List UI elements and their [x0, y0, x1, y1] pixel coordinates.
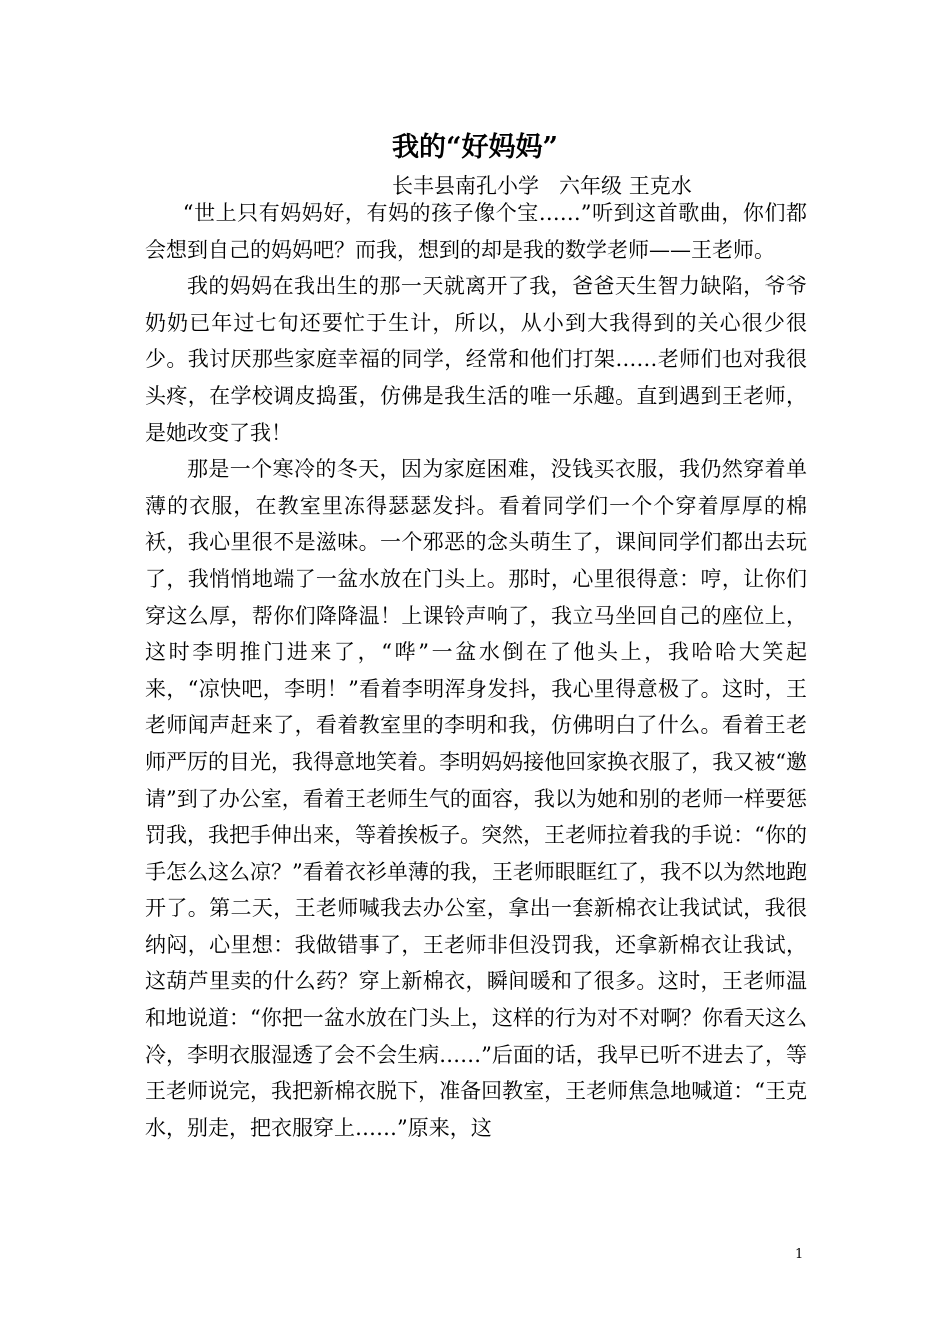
document-title: 我的“好妈妈”: [391, 132, 559, 163]
paragraph-intro: “世上只有妈妈好，有妈的孩子像个宝……”听到这首歌曲，你们都会想到自己的妈妈吧？而我，想到的却是我的数学老师——王老师。: [145, 201, 807, 262]
paragraph-story: 那是一个寒冷的冬天，因为家庭困难，没钱买衣服，我仍然穿着单薄的衣服，在教室里冻得瑟瑟发抖。看着同学们一个个穿着厚厚的棉袄，我心里很不是滋味。一个邪恶的念头萌生了，课间同学们都出去玩了，我悄悄地端了一盆水放在门头上。那时，心里很得意：哼，让你们穿这么厚，帮你们降降温！上课铃声响了，我立马坐回自己的座位上，这时李明推门进来了，“哗”一盆水倒在了他头上，我哈哈大笑起来，“凉快吧，李明！”看着李明浑身发抖，我心里得意极了。这时，王老师闻声赶来了，看着教室里的李明和我，仿佛明白了什么。看着王老师严厉的目光，我得意地笑着。李明妈妈接他回家换衣服了，我又被“邀请”到了办公室，看着王老师生气的面容，我以为她和别的老师一样要惩罚我，我把手伸出来，等着挨板子。突然，王老师拉着我的手说：“你的手怎么这么凉？”看着衣衫单薄的我，王老师眼眶红了，我不以为然地跑开了。第二天，王老师喊我去办公室，拿出一套新棉衣让我试试，我很纳闷，心里想：我做错事了，王老师非但没罚我，还拿新棉衣让我试，这葫芦里卖的什么药？穿上新棉衣，瞬间暖和了很多。这时，王老师温和地说道：“你把一盆水放在门头上，这样的行为对不对啊？你看天这么冷，李明衣服湿透了会不会生病……”后面的话，我早已听不进去了，等王老师说完，我把新棉衣脱下，准备回教室，王老师焦急地喊道：“王克水，别走，把衣服穿上……”原来，这: [145, 457, 807, 1140]
author-byline: 长丰县南孔小学 六年级 王克水: [392, 174, 692, 198]
paragraph-background: 我的妈妈在我出生的那一天就离开了我，爸爸天生智力缺陷，爷爷奶奶已年过七旬还要忙于生计，所以，从小到大我得到的关心很少很少。我讨厌那些家庭幸福的同学，经常和他们打架……老师们也对我很头疼，在学校调皮捣蛋，仿佛是我生活的唯一乐趣。直到遇到王老师，是她改变了我！: [145, 274, 807, 445]
document-body: [145, 195, 807, 1146]
page-number: 1: [795, 1247, 804, 1262]
